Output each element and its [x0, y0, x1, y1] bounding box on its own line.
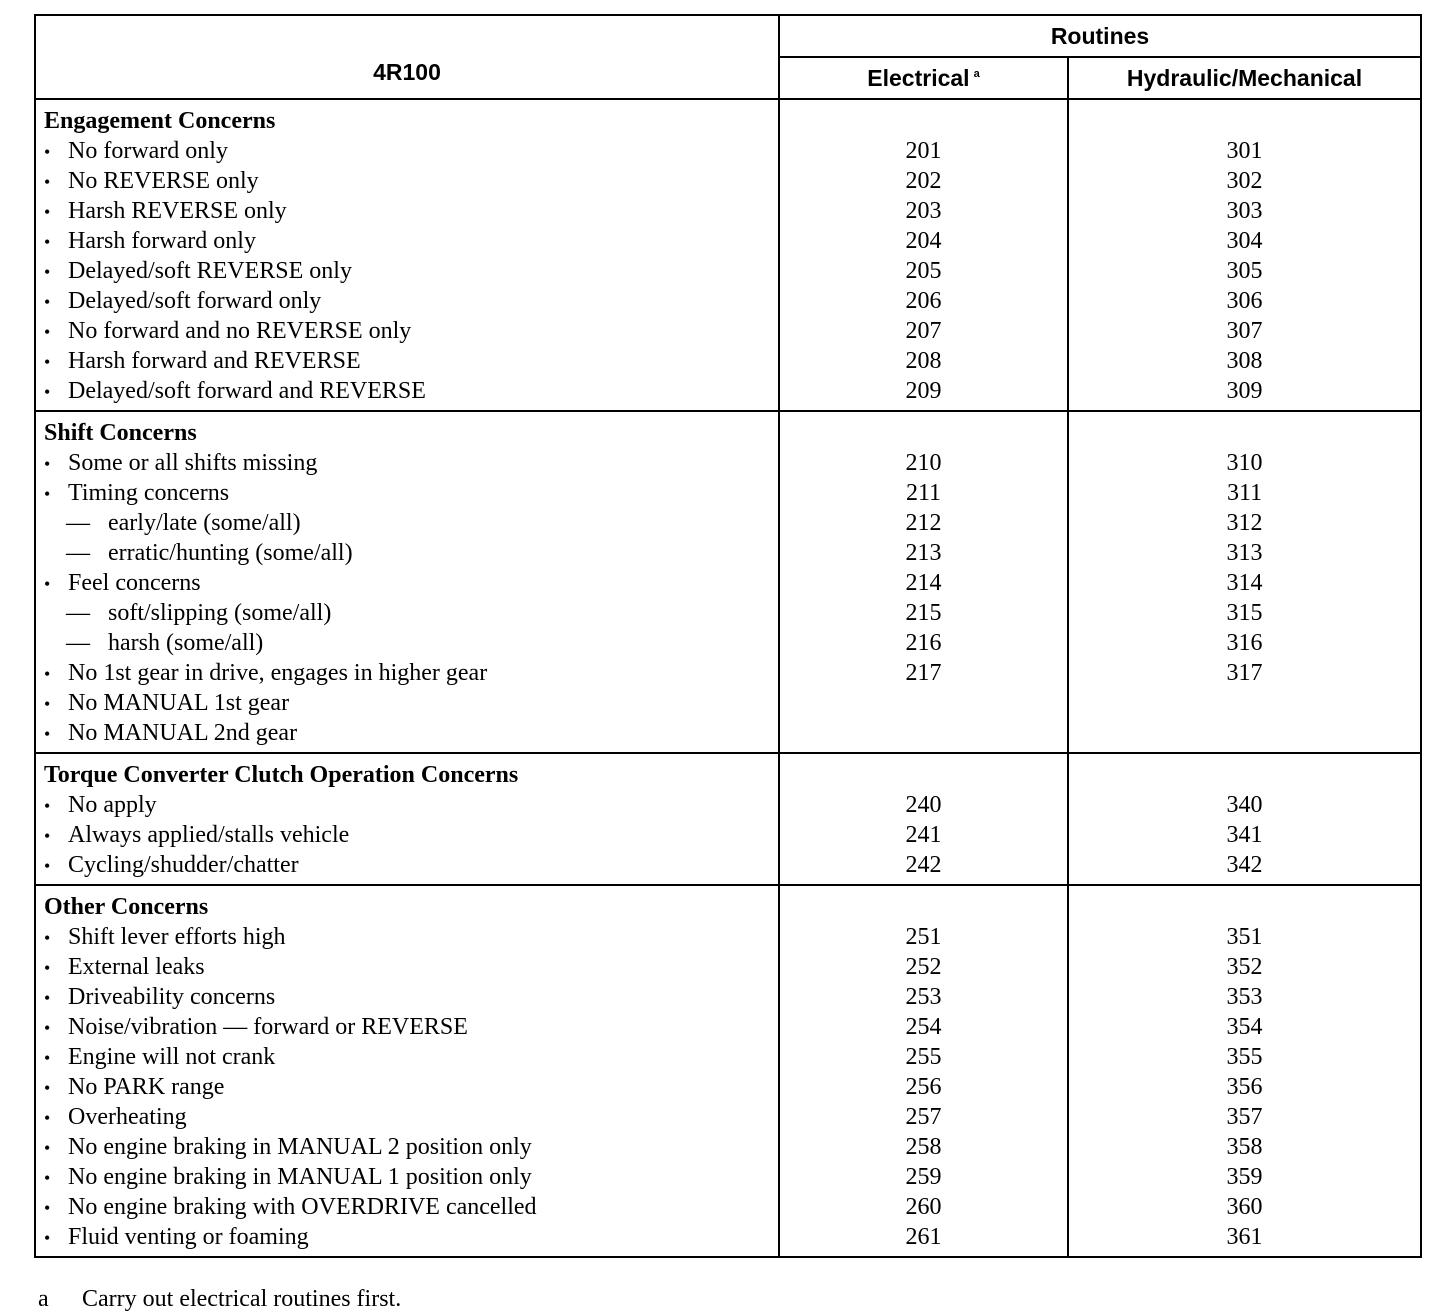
- concern-item: [36, 1162, 778, 1192]
- routines-header: Routines: [779, 15, 1421, 57]
- bullet-icon: •: [44, 292, 51, 312]
- electrical-routine-number: [780, 718, 1067, 748]
- section-end-padding: [36, 1252, 778, 1256]
- hydraulic-routine-number: 301: [1226, 138, 1263, 164]
- bullet-icon: •: [44, 202, 51, 222]
- electrical-routine-number: 242: [905, 852, 942, 878]
- concern-item: [36, 1102, 778, 1132]
- electrical-routine-number: 213: [905, 540, 942, 566]
- bullet-icon: •: [44, 1228, 51, 1248]
- concern-text: Engine will not crank: [68, 1044, 276, 1070]
- concern-item: [36, 136, 778, 166]
- bullet-icon: •: [44, 1168, 51, 1188]
- concern-text: erratic/hunting (some/all): [108, 540, 353, 566]
- concern-item: [36, 922, 778, 952]
- section-end-padding: [36, 406, 778, 410]
- section-title: Other Concerns: [44, 894, 209, 920]
- dash-marker: —: [66, 630, 90, 656]
- electrical-footnote-mark: a: [973, 67, 980, 80]
- concern-text: No 1st gear in drive, engages in higher gear: [68, 660, 488, 686]
- bullet-icon: •: [44, 826, 51, 846]
- bullet-icon: •: [44, 958, 51, 978]
- section-end-padding: [780, 1252, 1067, 1256]
- electrical-column: [779, 753, 1068, 885]
- concern-text: soft/slipping (some/all): [108, 600, 332, 626]
- electrical-column: [779, 411, 1068, 753]
- electrical-routine-number: 253: [905, 984, 942, 1010]
- dash-marker: —: [66, 510, 90, 536]
- concern-item: [36, 790, 778, 820]
- footnote-mark: a: [38, 1286, 49, 1312]
- electrical-routine-number: 252: [905, 954, 942, 980]
- electrical-routine-number: 215: [905, 600, 942, 626]
- concern-item: [36, 316, 778, 346]
- section-title: Shift Concerns: [44, 420, 197, 446]
- electrical-routine-number: 211: [905, 480, 942, 506]
- hydraulic-routine-number: 304: [1226, 228, 1263, 254]
- hydraulic-routine-number: 312: [1226, 510, 1263, 536]
- section-title-spacer: [1069, 886, 1420, 922]
- hydraulic-routine-number: 360: [1226, 1194, 1263, 1220]
- concern-item: [36, 1012, 778, 1042]
- bullet-icon: •: [44, 1048, 51, 1068]
- concern-text: Feel concerns: [68, 570, 201, 596]
- hydraulic-routine-number: 359: [1226, 1164, 1263, 1190]
- hydraulic-column: [1068, 99, 1421, 411]
- dash-marker: —: [66, 600, 90, 626]
- electrical-routine-number: 217: [905, 660, 942, 686]
- concern-text: Harsh REVERSE only: [68, 198, 287, 224]
- concern-text: No REVERSE only: [68, 168, 259, 194]
- concern-text: Some or all shifts missing: [68, 450, 318, 476]
- bullet-icon: •: [44, 382, 51, 402]
- electrical-routine-number: 203: [905, 198, 942, 224]
- section-end-padding: [780, 406, 1067, 410]
- concern-text: Fluid venting or foaming: [68, 1224, 309, 1250]
- hydraulic-header: Hydraulic/Mechanical: [1068, 57, 1421, 99]
- concern-text: No forward only: [68, 138, 228, 164]
- section-title-spacer: [780, 886, 1067, 922]
- hydraulic-routine-number: 302: [1226, 168, 1263, 194]
- electrical-routine-number: 209: [905, 378, 942, 404]
- concern-text: Driveability concerns: [68, 984, 276, 1010]
- electrical-routine-number: 241: [905, 822, 942, 848]
- electrical-routine-number: 257: [905, 1104, 942, 1130]
- concern-text: No MANUAL 1st gear: [68, 690, 290, 716]
- concern-text: Delayed/soft forward and REVERSE: [68, 378, 426, 404]
- section-title-spacer: [1069, 412, 1420, 448]
- concern-item: [36, 718, 778, 748]
- concern-text: Always applied/stalls vehicle: [68, 822, 350, 848]
- hydraulic-routine-number: 353: [1226, 984, 1263, 1010]
- concern-item: [36, 256, 778, 286]
- hydraulic-routine-number: 354: [1226, 1014, 1263, 1040]
- hydraulic-routine-number: 308: [1226, 348, 1263, 374]
- hydraulic-routine-number: 340: [1226, 792, 1263, 818]
- bullet-icon: •: [44, 724, 51, 744]
- hydraulic-column: [1068, 753, 1421, 885]
- hydraulic-routine-number: 307: [1226, 318, 1263, 344]
- concern-text: External leaks: [68, 954, 205, 980]
- concern-item: [36, 688, 778, 718]
- section-end-padding: [36, 880, 778, 884]
- bullet-icon: •: [44, 352, 51, 372]
- electrical-routine-number: 206: [905, 288, 942, 314]
- hydraulic-routine-number: 306: [1226, 288, 1263, 314]
- bullet-icon: •: [44, 796, 51, 816]
- concern-item: [36, 1192, 778, 1222]
- electrical-routine-number: 259: [905, 1164, 942, 1190]
- hydraulic-routine-number: [1069, 718, 1420, 748]
- electrical-routine-number: 212: [905, 510, 942, 536]
- concern-column: [35, 885, 779, 1257]
- hydraulic-routine-number: 355: [1226, 1044, 1263, 1070]
- hydraulic-routine-number: 357: [1226, 1104, 1263, 1130]
- electrical-column: [779, 99, 1068, 411]
- concern-item: [36, 376, 778, 406]
- dash-marker: —: [66, 540, 90, 566]
- electrical-routine-number: 207: [905, 318, 942, 344]
- bullet-icon: •: [44, 928, 51, 948]
- hydraulic-routine-number: 314: [1226, 570, 1263, 596]
- section-end-padding: [36, 748, 778, 752]
- concern-item: [36, 226, 778, 256]
- concern-item: [36, 448, 778, 478]
- electrical-routine-number: 210: [905, 450, 942, 476]
- section-end-padding: [780, 880, 1067, 884]
- electrical-routine-number: 260: [905, 1194, 942, 1220]
- hydraulic-routine-number: [1069, 688, 1420, 718]
- concern-item: [36, 286, 778, 316]
- concern-item: [36, 1072, 778, 1102]
- hydraulic-routine-number: 305: [1226, 258, 1263, 284]
- electrical-routine-number: 255: [905, 1044, 942, 1070]
- bullet-icon: •: [44, 856, 51, 876]
- bullet-icon: •: [44, 232, 51, 252]
- bullet-icon: •: [44, 574, 51, 594]
- concern-item: [36, 628, 778, 658]
- concern-item: [36, 952, 778, 982]
- concern-item: [36, 1222, 778, 1252]
- hydraulic-routine-number: 313: [1226, 540, 1263, 566]
- bullet-icon: •: [44, 322, 51, 342]
- concern-item: [36, 1042, 778, 1072]
- section-end-padding: [1069, 748, 1420, 752]
- hydraulic-routine-number: 352: [1226, 954, 1263, 980]
- electrical-routine-number: 251: [905, 924, 942, 950]
- concern-text: harsh (some/all): [108, 630, 264, 656]
- electrical-header-label: Electrical: [867, 64, 970, 91]
- concern-text: No MANUAL 2nd gear: [68, 720, 298, 746]
- electrical-routine-number: 202: [905, 168, 942, 194]
- section-end-padding: [1069, 1252, 1420, 1256]
- concern-item: [36, 538, 778, 568]
- electrical-column: [779, 885, 1068, 1257]
- concern-column: [35, 753, 779, 885]
- hydraulic-routine-number: 351: [1226, 924, 1263, 950]
- bullet-icon: •: [44, 1138, 51, 1158]
- hydraulic-routine-number: 341: [1226, 822, 1263, 848]
- concern-text: Delayed/soft forward only: [68, 288, 322, 314]
- concern-text: Harsh forward and REVERSE: [68, 348, 361, 374]
- bullet-icon: •: [44, 664, 51, 684]
- electrical-routine-number: 240: [905, 792, 942, 818]
- section-title-spacer: [1069, 100, 1420, 136]
- bullet-icon: •: [44, 694, 51, 714]
- concern-item: [36, 658, 778, 688]
- section-title-spacer: [780, 412, 1067, 448]
- concern-item: [36, 820, 778, 850]
- footnote-text: Carry out electrical routines first.: [82, 1286, 402, 1312]
- hydraulic-routine-number: 358: [1226, 1134, 1263, 1160]
- hydraulic-routine-number: 310: [1226, 450, 1263, 476]
- concern-item: [36, 568, 778, 598]
- bullet-icon: •: [44, 1018, 51, 1038]
- bullet-icon: •: [44, 484, 51, 504]
- bullet-icon: •: [44, 988, 51, 1008]
- concern-text: No engine braking with OVERDRIVE cancelled: [68, 1194, 537, 1220]
- section-title-spacer: [780, 100, 1067, 136]
- hydraulic-routine-number: 342: [1226, 852, 1263, 878]
- concern-text: Shift lever efforts high: [68, 924, 286, 950]
- electrical-routine-number: 216: [905, 630, 942, 656]
- hydraulic-column: [1068, 411, 1421, 753]
- concern-text: Noise/vibration — forward or REVERSE: [68, 1014, 468, 1040]
- concern-item: [36, 982, 778, 1012]
- concern-column: [35, 411, 779, 753]
- electrical-routine-number: 261: [905, 1224, 942, 1250]
- section-title: Torque Converter Clutch Operation Concerns: [44, 762, 519, 788]
- concern-item: [36, 1132, 778, 1162]
- concern-item: [36, 346, 778, 376]
- section-title-spacer: [1069, 754, 1420, 790]
- concern-item: [36, 508, 778, 538]
- concern-item: [36, 850, 778, 880]
- concern-text: No apply: [68, 792, 157, 818]
- concern-text: Delayed/soft REVERSE only: [68, 258, 352, 284]
- concern-text: Overheating: [68, 1104, 187, 1130]
- concern-item: [36, 598, 778, 628]
- concern-text: No PARK range: [68, 1074, 225, 1100]
- electrical-routine-number: [780, 688, 1067, 718]
- model-header: 4R100: [35, 15, 779, 99]
- section-end-padding: [1069, 406, 1420, 410]
- concern-text: No engine braking in MANUAL 2 position only: [68, 1134, 532, 1160]
- bullet-icon: •: [44, 172, 51, 192]
- sections-body: [35, 99, 1421, 1257]
- electrical-header: [779, 57, 1068, 99]
- section-title: Engagement Concerns: [44, 108, 276, 134]
- section-row: [35, 99, 1421, 411]
- hydraulic-routine-number: 316: [1226, 630, 1263, 656]
- bullet-icon: •: [44, 142, 51, 162]
- electrical-routine-number: 204: [905, 228, 942, 254]
- concern-text: Cycling/shudder/chatter: [68, 852, 299, 878]
- section-row: [35, 753, 1421, 885]
- concern-text: early/late (some/all): [108, 510, 301, 536]
- concern-item: [36, 166, 778, 196]
- section-title-spacer: [780, 754, 1067, 790]
- bullet-icon: •: [44, 454, 51, 474]
- electrical-routine-number: 201: [905, 138, 942, 164]
- concern-item: [36, 478, 778, 508]
- bullet-icon: •: [44, 262, 51, 282]
- concern-text: Harsh forward only: [68, 228, 256, 254]
- section-end-padding: [780, 748, 1067, 752]
- hydraulic-routine-number: 361: [1226, 1224, 1263, 1250]
- concern-text: No forward and no REVERSE only: [68, 318, 412, 344]
- section-row: [35, 885, 1421, 1257]
- hydraulic-column: [1068, 885, 1421, 1257]
- section-end-padding: [1069, 880, 1420, 884]
- hydraulic-routine-number: 309: [1226, 378, 1263, 404]
- bullet-icon: •: [44, 1108, 51, 1128]
- section-row: [35, 411, 1421, 753]
- electrical-routine-number: 208: [905, 348, 942, 374]
- hydraulic-routine-number: 303: [1226, 198, 1263, 224]
- bullet-icon: •: [44, 1198, 51, 1218]
- concern-text: No engine braking in MANUAL 1 position only: [68, 1164, 532, 1190]
- concern-column: [35, 99, 779, 411]
- bullet-icon: •: [44, 1078, 51, 1098]
- concern-item: [36, 196, 778, 226]
- routines-table: [34, 14, 1422, 1258]
- concern-text: Timing concerns: [68, 480, 230, 506]
- hydraulic-routine-number: 356: [1226, 1074, 1263, 1100]
- electrical-routine-number: 214: [905, 570, 942, 596]
- electrical-routine-number: 205: [905, 258, 942, 284]
- electrical-routine-number: 258: [905, 1134, 942, 1160]
- hydraulic-routine-number: 315: [1226, 600, 1263, 626]
- hydraulic-routine-number: 311: [1226, 480, 1263, 506]
- electrical-routine-number: 254: [905, 1014, 942, 1040]
- hydraulic-routine-number: 317: [1226, 660, 1263, 686]
- electrical-routine-number: 256: [905, 1074, 942, 1100]
